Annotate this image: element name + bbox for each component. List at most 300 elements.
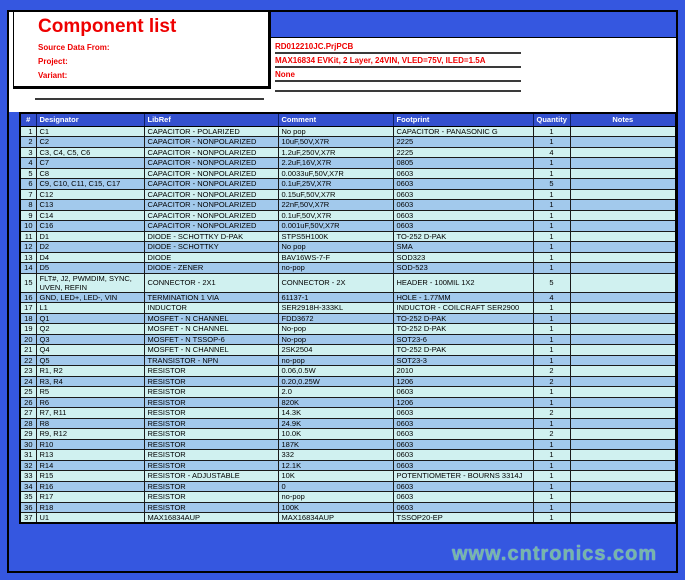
cell-number: 15 [20, 273, 36, 292]
cell-comment: 0.15uF,50V,X7R [278, 189, 393, 200]
cell-footprint: SMA [393, 242, 533, 253]
cell-quantity: 1 [533, 158, 570, 169]
cell-libref: RESISTOR [144, 376, 278, 387]
table-row [20, 231, 676, 242]
table-row [20, 366, 676, 377]
cell-designator: L1 [36, 303, 144, 314]
table-row [20, 408, 676, 419]
cell-footprint: 0603 [393, 502, 533, 513]
cell-notes [570, 231, 676, 242]
cell-notes [570, 387, 676, 398]
watermark: www.cntronics.com [452, 543, 658, 565]
cell-notes [570, 345, 676, 356]
cell-designator: D4 [36, 252, 144, 263]
cell-designator: FLT#, J2, PWMDIM, SYNC, UVEN, REFIN [36, 273, 144, 292]
cell-footprint: 2225 [393, 137, 533, 148]
cell-number: 34 [20, 481, 36, 492]
table-row [20, 210, 676, 221]
cell-number: 20 [20, 334, 36, 345]
cell-libref: RESISTOR [144, 502, 278, 513]
cell-libref: RESISTOR [144, 481, 278, 492]
field-value-variant: None [275, 70, 521, 82]
cell-footprint: TO-252 D-PAK [393, 345, 533, 356]
cell-libref: CAPACITOR - NONPOLARIZED [144, 221, 278, 232]
cell-notes [570, 179, 676, 190]
cell-number: 2 [20, 137, 36, 148]
table-body [20, 126, 676, 523]
table-row [20, 387, 676, 398]
cell-comment: 10K [278, 471, 393, 482]
cell-quantity: 1 [533, 137, 570, 148]
cell-comment: 10.0K [278, 429, 393, 440]
cell-libref: DIODE - ZENER [144, 263, 278, 274]
cell-quantity: 1 [533, 334, 570, 345]
cell-comment: 0.06,0.5W [278, 366, 393, 377]
table-row [20, 303, 676, 314]
cell-comment: 2.0 [278, 387, 393, 398]
cell-libref: DIODE - SCHOTTKY D-PAK [144, 231, 278, 242]
cell-designator: R14 [36, 460, 144, 471]
cell-designator: R15 [36, 471, 144, 482]
cell-number: 21 [20, 345, 36, 356]
field-value-project: MAX16834 EVKit, 2 Layer, 24VIN, VLED=75V, ILED=1.5A [275, 56, 521, 68]
table-row [20, 481, 676, 492]
cell-number: 16 [20, 292, 36, 303]
field-label-project: Project: [38, 57, 68, 66]
cell-notes [570, 366, 676, 377]
cell-libref: RESISTOR - ADJUSTABLE [144, 471, 278, 482]
cell-footprint: 0603 [393, 221, 533, 232]
table-row [20, 324, 676, 335]
cell-quantity: 2 [533, 366, 570, 377]
cell-comment: 1.2uF,250V,X7R [278, 147, 393, 158]
cell-notes [570, 313, 676, 324]
table-row [20, 137, 676, 148]
cell-number: 28 [20, 418, 36, 429]
cell-notes [570, 263, 676, 274]
cell-comment: no-pop [278, 263, 393, 274]
cell-number: 10 [20, 221, 36, 232]
cell-footprint: HEADER - 100MIL 1X2 [393, 273, 533, 292]
cell-footprint: 0603 [393, 189, 533, 200]
cell-libref: MOSFET - N CHANNEL [144, 324, 278, 335]
cell-footprint: 0603 [393, 429, 533, 440]
cell-libref: CAPACITOR - NONPOLARIZED [144, 158, 278, 169]
cell-number: 33 [20, 471, 36, 482]
cell-libref: RESISTOR [144, 366, 278, 377]
cell-footprint: HOLE - 1.77MM [393, 292, 533, 303]
cell-designator: D5 [36, 263, 144, 274]
cell-number: 14 [20, 263, 36, 274]
cell-designator: Q1 [36, 313, 144, 324]
cell-notes [570, 334, 676, 345]
cell-notes [570, 324, 676, 335]
cell-designator: GND, LED+, LED-, VIN [36, 292, 144, 303]
cell-notes [570, 450, 676, 461]
cell-comment: MAX16834AUP [278, 513, 393, 524]
column-header-quantity: Quantity [533, 113, 570, 126]
cell-designator: C9, C10, C11, C15, C17 [36, 179, 144, 190]
component-table [19, 112, 677, 524]
cell-libref: MAX16834AUP [144, 513, 278, 524]
cell-comment: 0 [278, 481, 393, 492]
cell-designator: R5 [36, 387, 144, 398]
table-row [20, 397, 676, 408]
cell-quantity: 1 [533, 481, 570, 492]
cell-libref: MOSFET - N CHANNEL [144, 313, 278, 324]
cell-footprint: SOD323 [393, 252, 533, 263]
cell-libref: CAPACITOR - NONPOLARIZED [144, 168, 278, 179]
cell-quantity: 1 [533, 355, 570, 366]
cell-footprint: SOT23-3 [393, 355, 533, 366]
cell-designator: R6 [36, 397, 144, 408]
column-header-footprint: Footprint [393, 113, 533, 126]
table-row [20, 492, 676, 503]
cell-notes [570, 429, 676, 440]
cell-designator: R8 [36, 418, 144, 429]
cell-notes [570, 408, 676, 419]
table-row [20, 263, 676, 274]
column-header-designator: Designator [36, 113, 144, 126]
cell-comment: 24.9K [278, 418, 393, 429]
cell-quantity: 1 [533, 513, 570, 524]
cell-number: 11 [20, 231, 36, 242]
cell-footprint: INDUCTOR - COILCRAFT SER2900 [393, 303, 533, 314]
cell-footprint: TO-252 D-PAK [393, 231, 533, 242]
cell-designator: R18 [36, 502, 144, 513]
cell-designator: Q5 [36, 355, 144, 366]
cell-notes [570, 242, 676, 253]
cell-quantity: 1 [533, 502, 570, 513]
cell-designator: R9, R12 [36, 429, 144, 440]
cell-libref: CAPACITOR - NONPOLARIZED [144, 210, 278, 221]
cell-footprint: 0603 [393, 418, 533, 429]
cell-designator: Q2 [36, 324, 144, 335]
field-value-source-data: RD012210JC.PrjPCB [275, 42, 521, 54]
cell-comment: No pop [278, 242, 393, 253]
table-row [20, 158, 676, 169]
cell-notes [570, 126, 676, 137]
cell-number: 6 [20, 179, 36, 190]
cell-footprint: CAPACITOR - PANASONIC G [393, 126, 533, 137]
cell-comment: 100K [278, 502, 393, 513]
cell-number: 30 [20, 439, 36, 450]
cell-number: 1 [20, 126, 36, 137]
cell-comment: no-pop [278, 355, 393, 366]
cell-notes [570, 137, 676, 148]
cell-number: 5 [20, 168, 36, 179]
cell-designator: C13 [36, 200, 144, 211]
cell-number: 18 [20, 313, 36, 324]
table-row [20, 273, 676, 292]
table-row [20, 471, 676, 482]
cell-number: 26 [20, 397, 36, 408]
table-row [20, 429, 676, 440]
cell-comment: no-pop [278, 492, 393, 503]
cell-quantity: 1 [533, 345, 570, 356]
cell-notes [570, 460, 676, 471]
cell-quantity: 5 [533, 179, 570, 190]
field-label-variant: Variant: [38, 71, 68, 80]
cell-notes [570, 292, 676, 303]
cell-notes [570, 376, 676, 387]
page-title: Component list [38, 16, 177, 37]
cell-footprint: 2010 [393, 366, 533, 377]
cell-comment: No-pop [278, 334, 393, 345]
cell-libref: CAPACITOR - NONPOLARIZED [144, 189, 278, 200]
cell-comment: 187K [278, 439, 393, 450]
cell-designator: C14 [36, 210, 144, 221]
divider-rule [35, 98, 264, 100]
column-header-notes: Notes [570, 113, 676, 126]
cell-designator: R16 [36, 481, 144, 492]
cell-libref: RESISTOR [144, 439, 278, 450]
cell-footprint: SOT23-6 [393, 334, 533, 345]
cell-comment: BAV16WS-7-F [278, 252, 393, 263]
cell-comment: FDD3672 [278, 313, 393, 324]
cell-quantity: 1 [533, 397, 570, 408]
cell-footprint: 0603 [393, 179, 533, 190]
cell-footprint: 0603 [393, 408, 533, 419]
cell-libref: INDUCTOR [144, 303, 278, 314]
cell-number: 25 [20, 387, 36, 398]
cell-quantity: 1 [533, 231, 570, 242]
cell-comment: 0.001uF,50V,X7R [278, 221, 393, 232]
cell-footprint: POTENTIOMETER - BOURNS 3314J [393, 471, 533, 482]
table-row [20, 355, 676, 366]
cell-quantity: 1 [533, 221, 570, 232]
cell-designator: R7, R11 [36, 408, 144, 419]
cell-number: 17 [20, 303, 36, 314]
cell-notes [570, 471, 676, 482]
cell-libref: TRANSISTOR - NPN [144, 355, 278, 366]
cell-number: 22 [20, 355, 36, 366]
cell-quantity: 1 [533, 242, 570, 253]
cell-footprint: 1206 [393, 376, 533, 387]
cell-quantity: 1 [533, 460, 570, 471]
cell-libref: MOSFET - N CHANNEL [144, 345, 278, 356]
cell-footprint: 0603 [393, 387, 533, 398]
cell-footprint: 0603 [393, 210, 533, 221]
cell-comment: No-pop [278, 324, 393, 335]
cell-footprint: TSSOP20-EP [393, 513, 533, 524]
cell-number: 19 [20, 324, 36, 335]
cell-quantity: 1 [533, 418, 570, 429]
cell-comment: No pop [278, 126, 393, 137]
cell-designator: C2 [36, 137, 144, 148]
cell-notes [570, 147, 676, 158]
cell-number: 8 [20, 200, 36, 211]
cell-footprint: 0603 [393, 168, 533, 179]
cell-quantity: 1 [533, 263, 570, 274]
cell-number: 3 [20, 147, 36, 158]
table-header-row [20, 113, 676, 126]
column-header-libref: LibRef [144, 113, 278, 126]
table-row [20, 513, 676, 524]
cell-number: 27 [20, 408, 36, 419]
column-header-number: # [20, 113, 36, 126]
cell-comment: 2.2uF,16V,X7R [278, 158, 393, 169]
cell-comment: 12.1K [278, 460, 393, 471]
cell-designator: R13 [36, 450, 144, 461]
cell-notes [570, 210, 676, 221]
cell-quantity: 1 [533, 189, 570, 200]
cell-designator: Q4 [36, 345, 144, 356]
cell-notes [570, 481, 676, 492]
cell-number: 37 [20, 513, 36, 524]
cell-notes [570, 439, 676, 450]
cell-comment: 0.0033uF,50V,X7R [278, 168, 393, 179]
cell-comment: 22nF,50V,X7R [278, 200, 393, 211]
table-row [20, 450, 676, 461]
cell-notes [570, 418, 676, 429]
table-row [20, 252, 676, 263]
cell-libref: DIODE - SCHOTTKY [144, 242, 278, 253]
cell-designator: R17 [36, 492, 144, 503]
cell-libref: CAPACITOR - NONPOLARIZED [144, 200, 278, 211]
cell-designator: C7 [36, 158, 144, 169]
cell-libref: RESISTOR [144, 429, 278, 440]
cell-quantity: 1 [533, 387, 570, 398]
cell-designator: C8 [36, 168, 144, 179]
cell-notes [570, 189, 676, 200]
cell-comment: 14.3K [278, 408, 393, 419]
cell-footprint: 2225 [393, 147, 533, 158]
column-header-comment: Comment [278, 113, 393, 126]
cell-comment: 0.20,0.25W [278, 376, 393, 387]
cell-designator: R1, R2 [36, 366, 144, 377]
table-row [20, 376, 676, 387]
cell-quantity: 1 [533, 439, 570, 450]
cell-notes [570, 200, 676, 211]
cell-notes [570, 492, 676, 503]
cell-libref: DIODE [144, 252, 278, 263]
table-row [20, 292, 676, 303]
cell-number: 12 [20, 242, 36, 253]
cell-libref: CONNECTOR - 2X1 [144, 273, 278, 292]
cell-libref: RESISTOR [144, 397, 278, 408]
cell-designator: U1 [36, 513, 144, 524]
cell-quantity: 1 [533, 492, 570, 503]
cell-quantity: 2 [533, 376, 570, 387]
cell-designator: C16 [36, 221, 144, 232]
table-row [20, 418, 676, 429]
cell-quantity: 1 [533, 324, 570, 335]
cell-quantity: 5 [533, 273, 570, 292]
cell-notes [570, 355, 676, 366]
cell-quantity: 1 [533, 313, 570, 324]
cell-number: 23 [20, 366, 36, 377]
cell-comment: 2SK2504 [278, 345, 393, 356]
cell-designator: R10 [36, 439, 144, 450]
cell-notes [570, 303, 676, 314]
cell-footprint: SOD-523 [393, 263, 533, 274]
cell-quantity: 1 [533, 200, 570, 211]
cell-number: 9 [20, 210, 36, 221]
cell-footprint: 0603 [393, 481, 533, 492]
cell-footprint: 0603 [393, 460, 533, 471]
cell-notes [570, 397, 676, 408]
cell-libref: CAPACITOR - NONPOLARIZED [144, 147, 278, 158]
cell-comment: 10uF,50V,X7R [278, 137, 393, 148]
cell-comment: 332 [278, 450, 393, 461]
cell-footprint: 0603 [393, 200, 533, 211]
field-label-source-data: Source Data From: [38, 43, 110, 52]
cell-notes [570, 273, 676, 292]
cell-quantity: 1 [533, 303, 570, 314]
cell-quantity: 1 [533, 126, 570, 137]
cell-footprint: TO-252 D-PAK [393, 324, 533, 335]
cell-quantity: 2 [533, 429, 570, 440]
cell-notes [570, 252, 676, 263]
table-row [20, 313, 676, 324]
table-row [20, 439, 676, 450]
cell-libref: CAPACITOR - NONPOLARIZED [144, 179, 278, 190]
cell-designator: D2 [36, 242, 144, 253]
cell-footprint: 0805 [393, 158, 533, 169]
cell-comment: CONNECTOR - 2X [278, 273, 393, 292]
cell-libref: RESISTOR [144, 460, 278, 471]
cell-libref: TERMINATION 1 VIA [144, 292, 278, 303]
table-row [20, 147, 676, 158]
cell-notes [570, 221, 676, 232]
cell-notes [570, 168, 676, 179]
cell-libref: CAPACITOR - NONPOLARIZED [144, 137, 278, 148]
cell-footprint: 1206 [393, 397, 533, 408]
table-row [20, 460, 676, 471]
cell-libref: RESISTOR [144, 492, 278, 503]
cell-footprint: 0603 [393, 439, 533, 450]
title-box [13, 12, 271, 89]
cell-quantity: 1 [533, 471, 570, 482]
cell-quantity: 1 [533, 252, 570, 263]
header-blue-band [271, 12, 676, 38]
cell-number: 24 [20, 376, 36, 387]
table-row [20, 345, 676, 356]
cell-notes [570, 502, 676, 513]
cell-libref: RESISTOR [144, 450, 278, 461]
cell-libref: CAPACITOR - POLARIZED [144, 126, 278, 137]
cell-comment: STPS5H100K [278, 231, 393, 242]
cell-comment: 61137-1 [278, 292, 393, 303]
cell-comment: 0.1uF,50V,X7R [278, 210, 393, 221]
cell-libref: RESISTOR [144, 408, 278, 419]
cell-comment: 820K [278, 397, 393, 408]
cell-footprint: 0603 [393, 450, 533, 461]
cell-libref: RESISTOR [144, 418, 278, 429]
cell-libref: RESISTOR [144, 387, 278, 398]
cell-designator: C3, C4, C5, C6 [36, 147, 144, 158]
cell-notes [570, 513, 676, 524]
cell-quantity: 1 [533, 450, 570, 461]
cell-comment: 0.1uF,25V,X7R [278, 179, 393, 190]
table-row [20, 168, 676, 179]
table-row [20, 179, 676, 190]
cell-number: 32 [20, 460, 36, 471]
table-row [20, 334, 676, 345]
cell-quantity: 4 [533, 292, 570, 303]
cell-quantity: 2 [533, 408, 570, 419]
cell-number: 13 [20, 252, 36, 263]
cell-libref: MOSFET - N TSSOP-6 [144, 334, 278, 345]
table-row [20, 200, 676, 211]
cell-notes [570, 158, 676, 169]
table-row [20, 242, 676, 253]
cell-comment: SER2918H-333KL [278, 303, 393, 314]
cell-quantity: 1 [533, 168, 570, 179]
cell-designator: C12 [36, 189, 144, 200]
cell-number: 29 [20, 429, 36, 440]
